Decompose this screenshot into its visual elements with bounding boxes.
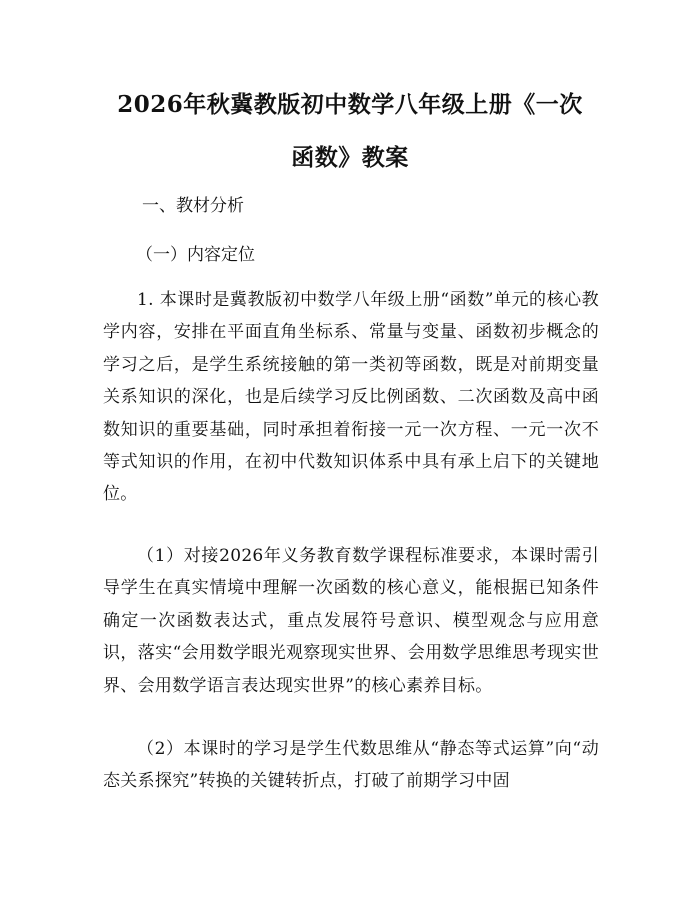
paragraph-1: 1. 本课时是冀教版初中数学八年级上册“函数”单元的核心教学内容，安排在平面直角坐标系、常量与变量、函数初步概念的学习之后，是学生系统接触的第一类初等函数，既是对前期变量关系知识的深化，也是后续学习反比例函数、二次函数及高中函数知识的重要基础，同时承担着衔接一元一次方程、一元一次不等式知识的作用，在初中代数知识体系中具有承上启下的关键地位。 — [103, 290, 599, 505]
paragraph-3: （2）本课时的学习是学生代数思维从“静态等式运算”向“动态关系探究”转换的关键转折点，打破了前期学习中固 — [103, 739, 599, 792]
section-heading-textbook-analysis: 一、教材分析 — [142, 196, 244, 216]
document-title-line-2: 函数》教案 — [291, 144, 409, 171]
subsection-heading-content-positioning: （一）内容定位 — [136, 245, 255, 265]
document-title-line-1: 2026年秋冀教版初中数学八年级上册《一次 — [117, 91, 583, 118]
paragraph-2: （1）对接2026年义务教育数学课程标准要求，本课时需引导学生在真实情境中理解一次函数的核心意义，能根据已知条件确定一次函数表达式，重点发展符号意识、模型观念与应用意识，落实“会用数学眼光观察现实世界、会用数学思维思考现实世界、会用数学语言表达现实世界”的核心素养目标。 — [103, 546, 599, 696]
